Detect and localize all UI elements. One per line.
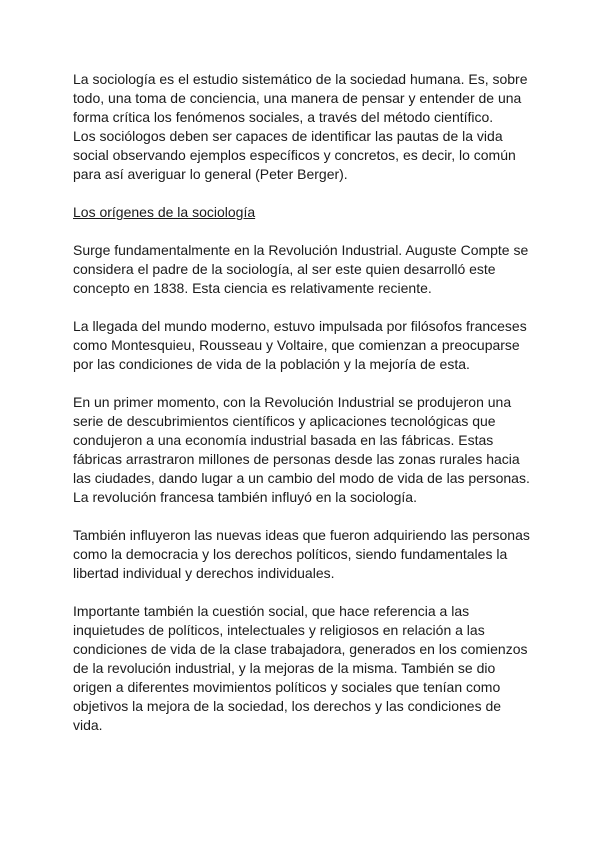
paragraph-modern-world: La llegada del mundo moderno, estuvo impulsada por filósofos franceses como Montesquieu, Rousseau y Voltaire, que comienzan a preocuparse por las condiciones de vida de la población y la mejoría de esta. (73, 318, 527, 372)
intro-paragraph-1: La sociología es el estudio sistemático de la sociedad humana. Es, sobre todo, una toma de conciencia, una manera de pensar y entender de una forma crítica los fenómenos sociales, a través del método científico. (73, 71, 528, 125)
section-heading: Los orígenes de la sociología (73, 204, 256, 220)
paragraph-social-question: Importante también la cuestión social, que hace referencia a las inquietudes de políticos, intelectuales y religiosos en relación a las condiciones de vida de la clase trabajadora, generados en los comienzos de la revolución industrial, y la mejoras de la misma. También se dio origen a diferentes movimientos políticos y sociales que tenían como objetivos la mejora de la sociedad, los derechos y las condiciones de vida. (73, 603, 528, 733)
paragraph-new-ideas: También influyeron las nuevas ideas que fueron adquiriendo las personas como la democracia y los derechos políticos, siendo fundamentales la libertad individual y derechos individuales. (73, 527, 530, 581)
paragraph-origins: Surge fundamentalmente en la Revolución Industrial. Auguste Compte se considera el padre de la sociología, al ser este quien desarrolló este concepto en 1838. Esta ciencia es relativamente reciente. (73, 242, 529, 296)
document-body (73, 70, 533, 754)
paragraph-industrial-revolution: En un primer momento, con la Revolución Industrial se produjeron una serie de descubrimientos científicos y aplicaciones tecnológicas que condujeron a una economía industrial basada en las fábricas. Estas fábricas arrastraron millones de personas desde las zonas rurales hacia las ciudades, dando lugar a un cambio del modo de vida de las personas. La revolución francesa también influyó en la sociología. (73, 394, 530, 505)
intro-paragraph-2: Los sociólogos deben ser capaces de identificar las pautas de la vida social observando ejemplos específicos y concretos, es decir, lo común para así averiguar lo general (Peter Berger). (73, 128, 516, 182)
